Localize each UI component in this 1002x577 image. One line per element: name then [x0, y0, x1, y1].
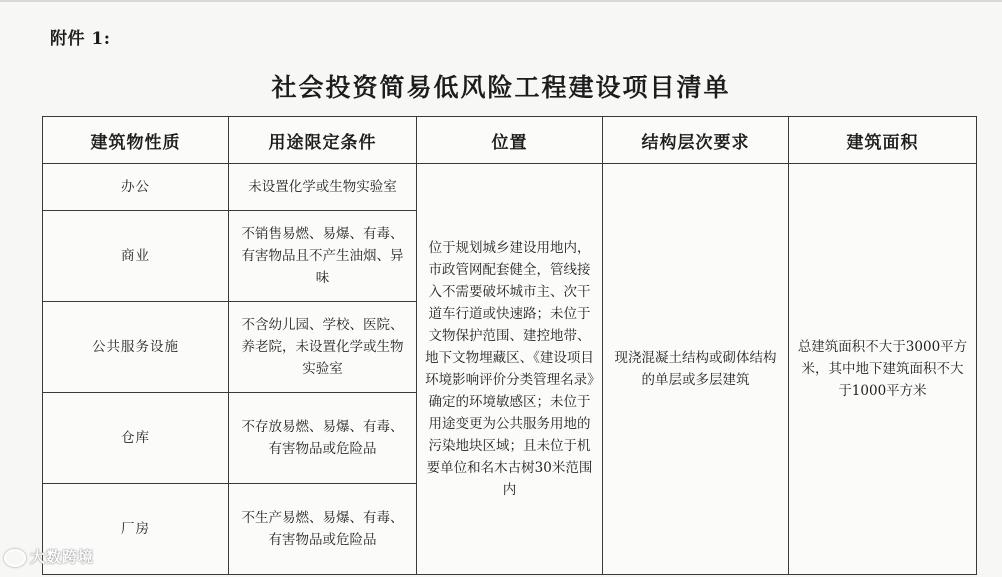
building-nature-cell: 厂房: [43, 484, 229, 575]
usage-condition-cell: 不销售易燃、易爆、有毒、有害物品且不产生油烟、异味: [229, 211, 417, 302]
page-edge: [0, 0, 1002, 2]
usage-condition-cell: 不存放易燃、易爆、有毒、有害物品或危险品: [229, 393, 417, 484]
header-usage-condition: 用途限定条件: [229, 117, 417, 164]
area-cell: 总建筑面积不大于3000平方米，其中地下建筑面积不大于1000平方米: [789, 164, 977, 575]
header-area: 建筑面积: [789, 117, 977, 164]
table-header-row: [43, 117, 977, 164]
building-nature-cell: 公共服务设施: [43, 302, 229, 393]
attachment-label: 附件 1:: [50, 29, 111, 49]
usage-condition-cell: 不生产易燃、易爆、有毒、有害物品或危险品: [229, 484, 417, 575]
watermark-text: 大数跨境: [30, 548, 95, 566]
usage-condition-cell: 未设置化学或生物实验室: [229, 164, 417, 211]
location-cell: 位于规划城乡建设用地内，市政管网配套健全，管线接入不需要破坏城市主、次干道车行道或快速路；未位于文物保护范围、建控地带、地下文物埋藏区、《建设项目环境影响评价分类管理名录》确定的环境敏感区；未位于用途变更为公共服务用地的污染地块区域；且未位于机要单位和名木古树30米范围内: [417, 164, 603, 575]
speech-bubble-icon: [4, 549, 26, 567]
usage-condition-cell: 不含幼儿园、学校、医院、养老院，未设置化学或生物实验室: [229, 302, 417, 393]
header-location: 位置: [417, 117, 603, 164]
table-row: [43, 164, 977, 211]
header-building-nature: 建筑物性质: [43, 117, 229, 164]
project-list-table: [42, 116, 977, 575]
header-structure: 结构层次要求: [603, 117, 789, 164]
building-nature-cell: 商业: [43, 211, 229, 302]
watermark: [4, 546, 94, 567]
document-title: 社会投资简易低风险工程建设项目清单: [271, 73, 731, 102]
building-nature-cell: 仓库: [43, 393, 229, 484]
building-nature-cell: 办公: [43, 164, 229, 211]
structure-cell: 现浇混凝土结构或砌体结构的单层或多层建筑: [603, 164, 789, 575]
